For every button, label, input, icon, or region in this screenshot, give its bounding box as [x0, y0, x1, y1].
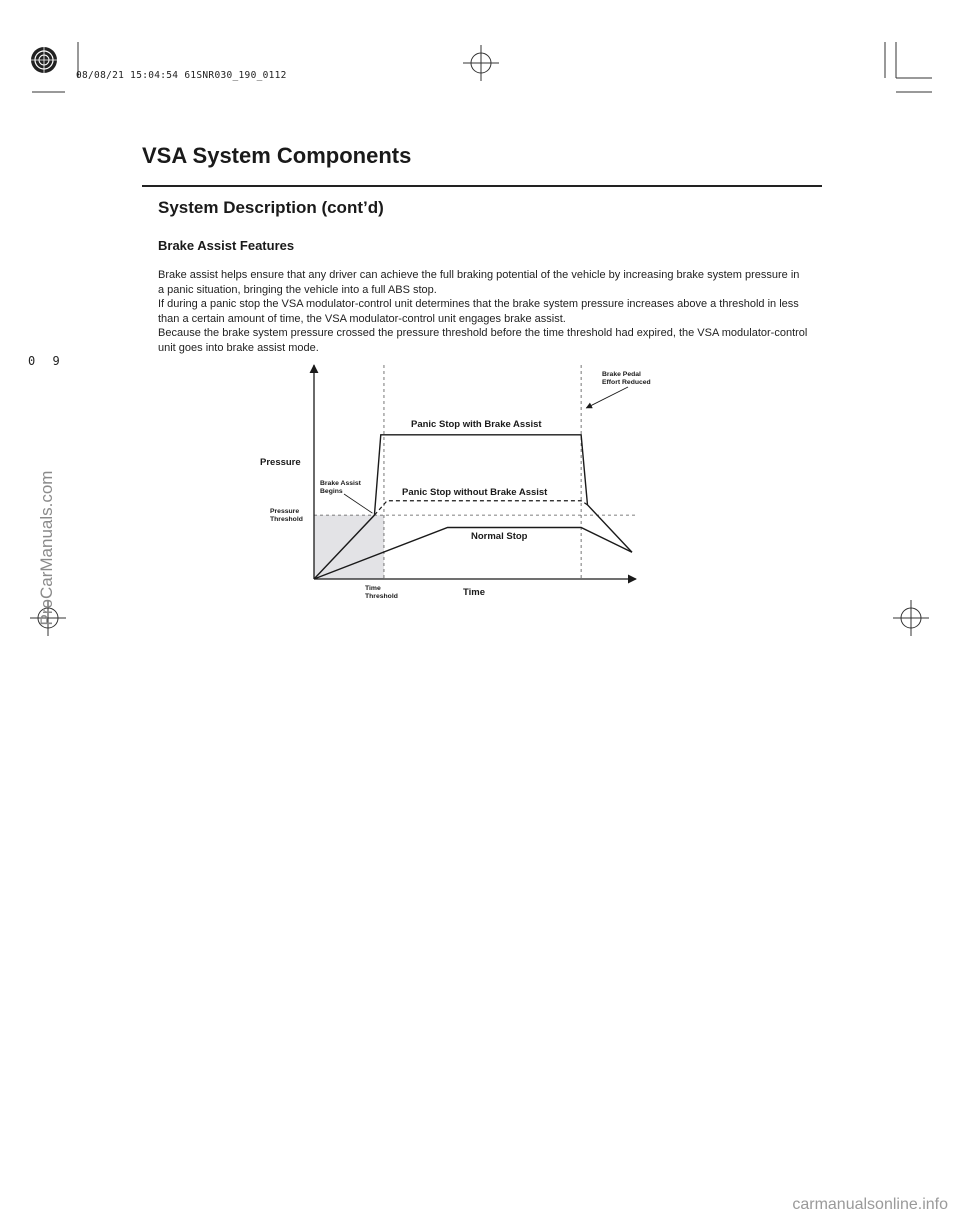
time-threshold-label: Time Threshold: [365, 585, 398, 600]
series-label-without-assist: Panic Stop without Brake Assist: [402, 487, 548, 498]
side-page-number: 0 9: [28, 354, 65, 368]
subheading: Brake Assist Features: [158, 238, 295, 253]
brake-assist-leader: [344, 494, 372, 513]
brake-assist-begins-label: Brake Assist Begins: [320, 480, 361, 495]
section-title: System Description (cont’d): [158, 198, 384, 217]
brake-pedal-effort-label: Brake Pedal Effort Reduced: [602, 371, 651, 386]
page-title: VSA System Components: [142, 143, 412, 168]
watermark-left: ProCarManuals.com: [37, 470, 56, 626]
watermark-bottom: carmanualsonline.info: [792, 1196, 948, 1213]
paragraph: If during a panic stop the VSA modulator-control unit determines that the brake system pressure increases above a threshold in less than a certain amount of time, the VSA modulator-control unit engages brake assist.: [158, 298, 799, 325]
series-label-with-assist: Panic Stop with Brake Assist: [411, 419, 542, 430]
print-stamp: 08/08/21 15:04:54 61SNR030_190_0112: [76, 70, 287, 81]
pressure-threshold-label: Pressure Threshold: [270, 508, 303, 523]
series-label-normal-stop: Normal Stop: [471, 531, 528, 542]
brake-pedal-leader: [586, 387, 628, 408]
paragraph: Because the brake system pressure crossed the pressure threshold before the time threshold had expired, the VSA modulator-control unit goes into brake assist mode.: [158, 327, 808, 354]
y-axis-label: Pressure: [260, 457, 301, 468]
threshold-region: [314, 515, 384, 579]
series-line-panic-stop-without-brake-assist: [374, 501, 587, 515]
paragraph: Brake assist helps ensure that any driver can achieve the full braking potential of the vehicle by increasing brake system pressure in a panic situation, bringing the vehicle into a full ABS stop.: [158, 269, 800, 296]
x-axis-label: Time: [463, 587, 486, 598]
